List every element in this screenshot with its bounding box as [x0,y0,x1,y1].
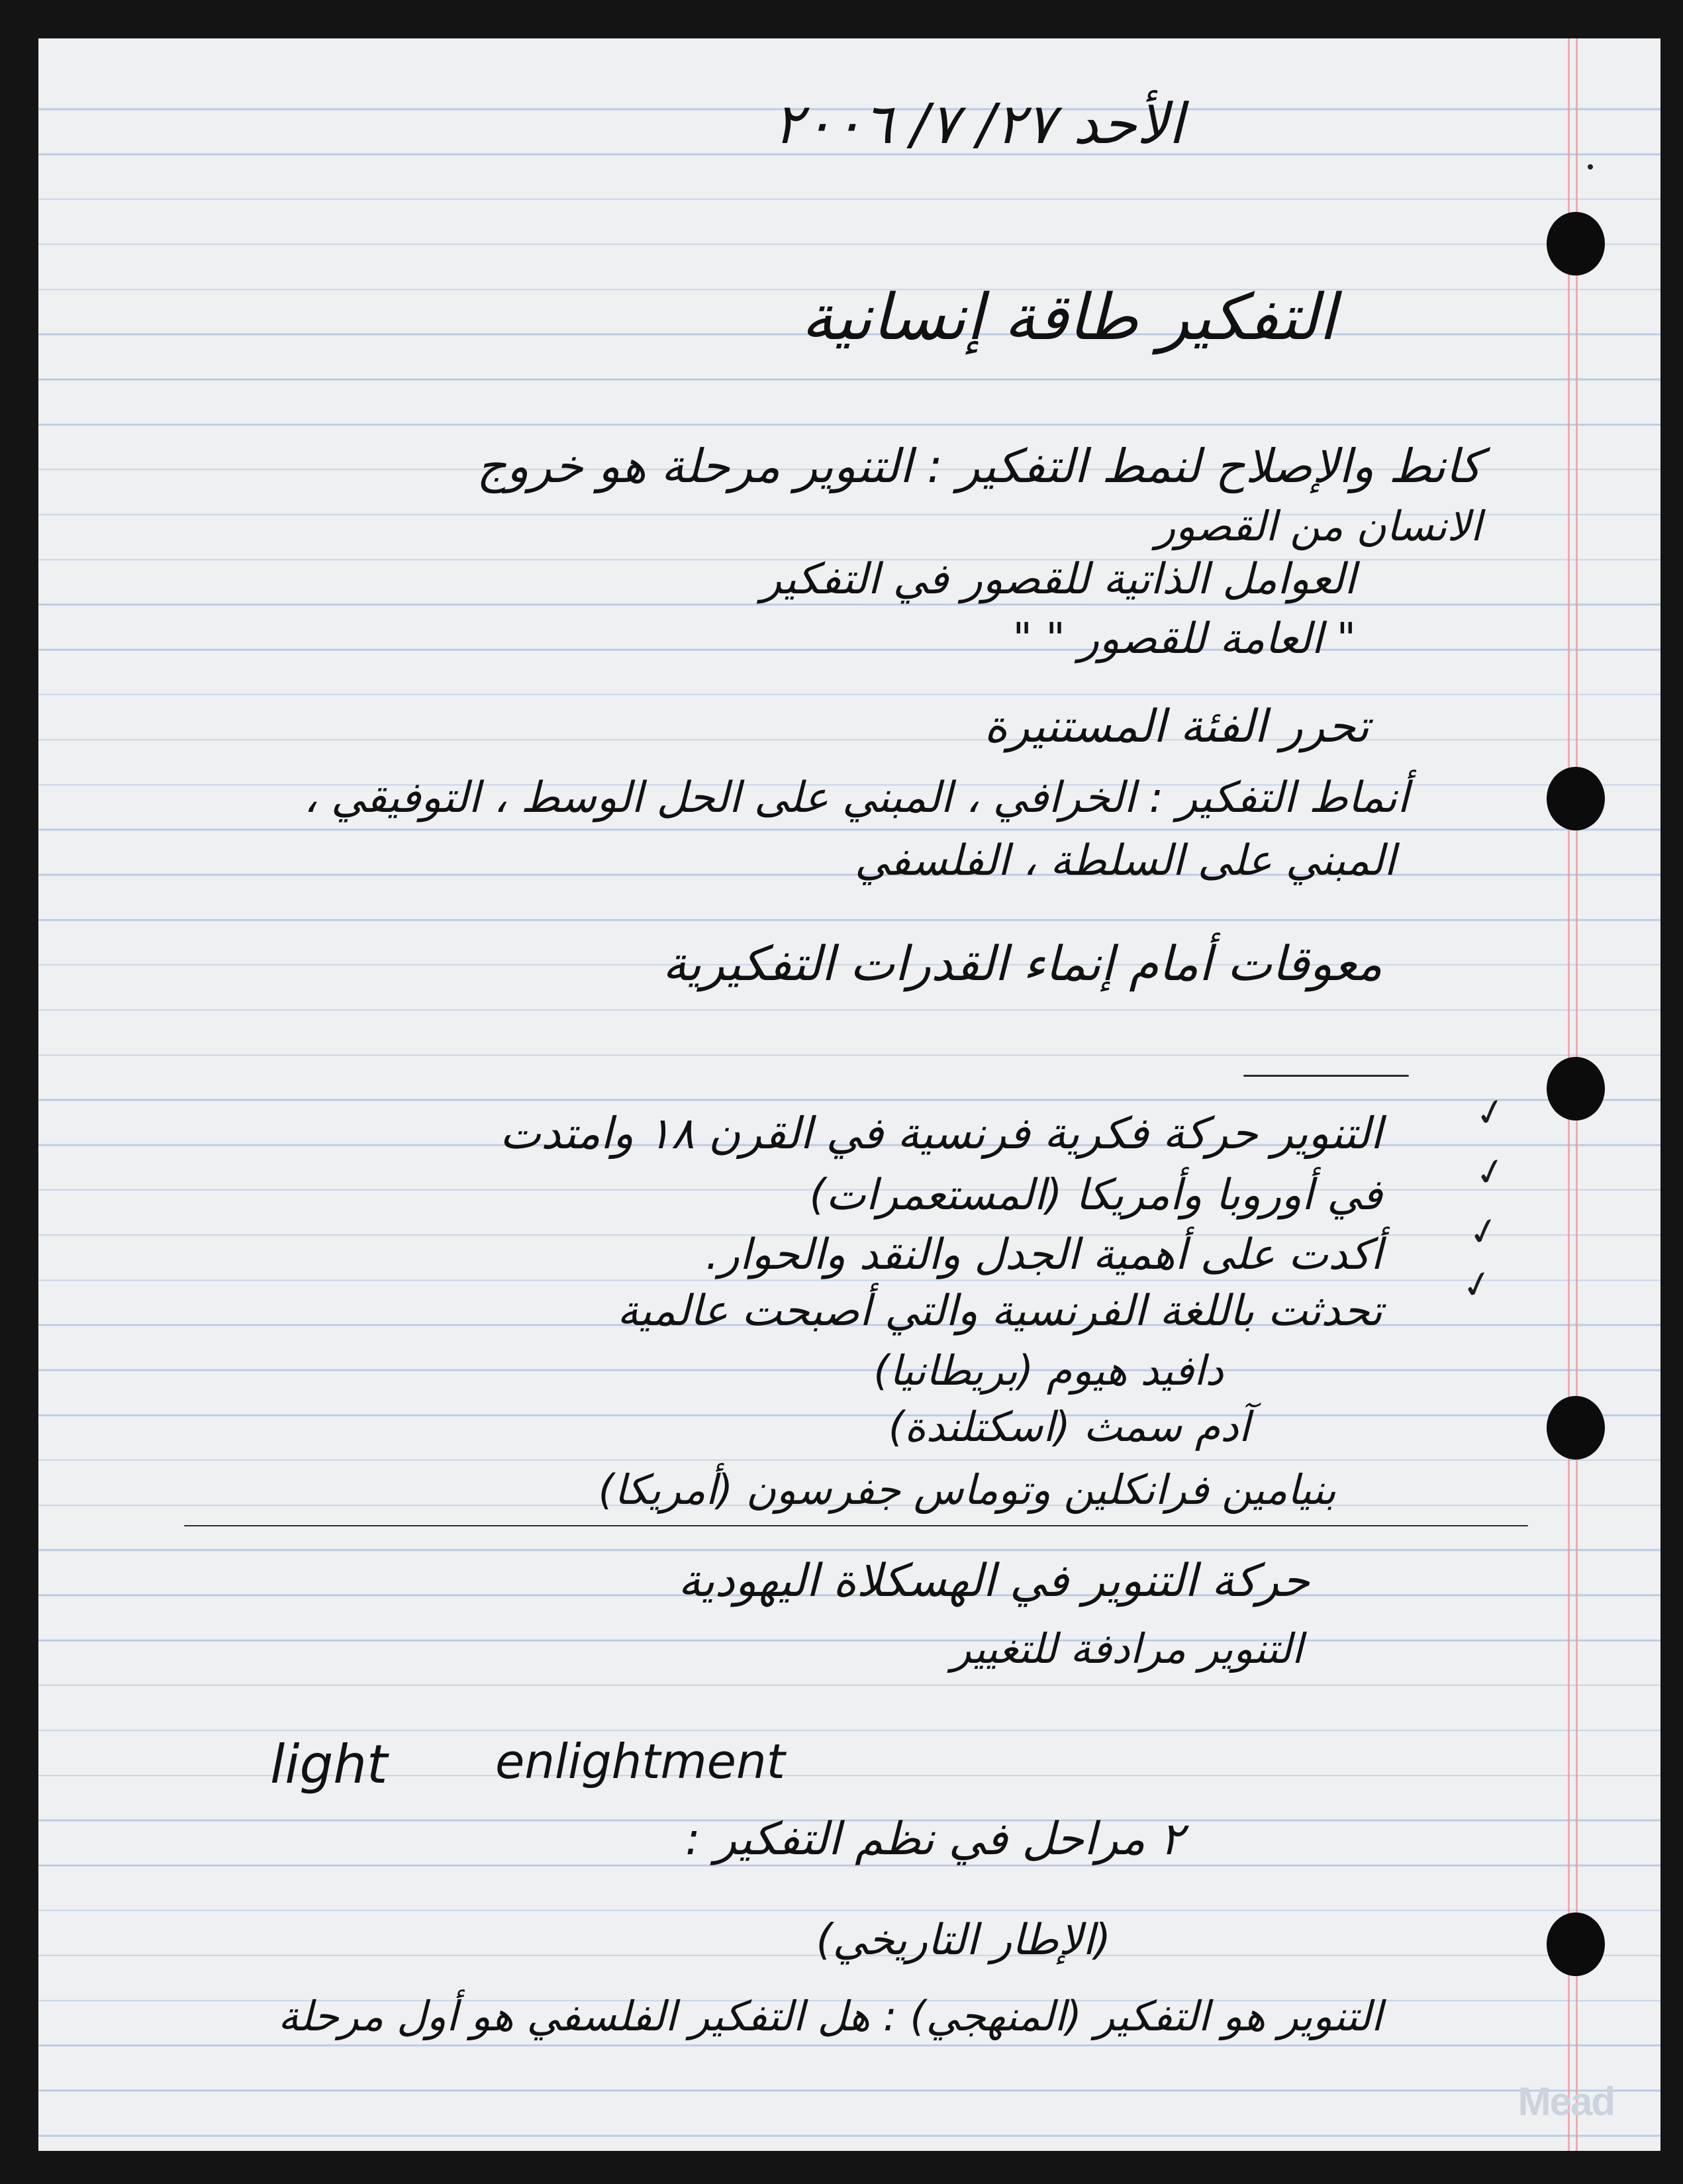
note-title: التفكير طاقة إنسانية [801,280,1336,354]
note-line: (الإطار التاريخي) [816,1916,1111,1965]
note-line: بنيامين فرانكلين وتوماس جفرسون (أمريكا) [598,1465,1336,1514]
note-line: تحدثت باللغة الفرنسية والتي أصبحت عالمية [616,1287,1382,1336]
check-mark: ✓ [1470,1088,1511,1138]
note-line: أنماط التفكير : الخرافي ، المبني على الحل الوسط ، التوفيقي ، [303,773,1409,822]
notebook-page [38,38,1660,2151]
punch-hole [1547,212,1605,275]
punch-hole [1547,1912,1605,1976]
check-mark: ✓ [1457,1260,1498,1310]
note-line: العوامل الذاتية للقصور في التفكير [761,555,1356,604]
note-line: التنوير حركة فكرية فرنسية في القرن ١٨ وامتدت [499,1108,1382,1159]
divider-line [1243,1075,1409,1077]
note-line: ٢ مراحل في نظم التفكير : [685,1813,1184,1865]
divider-line [184,1525,1528,1526]
check-mark: ✓ [1464,1207,1504,1257]
note-line: تحرر الفئة المستنيرة [984,701,1369,753]
note-line: التنوير هو التفكير (المنهجي) : هل التفكير الفلسفي هو أول مرحلة [277,1992,1382,2040]
note-line: " العامة للقصور " " [1012,615,1356,664]
ink-dot [1588,164,1593,170]
punch-hole [1547,767,1605,830]
brand-watermark: Mead [1517,2079,1614,2124]
note-line: معوقات أمام إنماء القدرات التفكيرية [662,936,1382,991]
punch-hole [1547,1057,1605,1120]
note-line: المبني على السلطة ، الفلسفي [854,836,1396,885]
note-line: الانسان من القصور [1155,502,1482,550]
check-mark: ✓ [1470,1148,1511,1197]
note-line: أكدت على أهمية الجدل والنقد والحوار. [705,1230,1382,1279]
note-line: في أوروبا وأمريكا (المستعمرات) [809,1171,1382,1220]
note-line: دافيد هيوم (بريطانيا) [873,1346,1224,1395]
note-line: آدم سمث (اسكتلندة) [888,1403,1250,1451]
note-line: التنوير مرادفة للتغيير [951,1624,1303,1673]
english-word: enlightment [495,1734,785,1789]
note-date: الأحد ٢٧/ ٧/ ٢٠٠٦ [773,91,1184,156]
note-line: حركة التنوير في الهسكلاة اليهودية [678,1555,1310,1607]
punch-hole [1547,1396,1605,1460]
note-line: كانط والإصلاح لنمط التفكير : التنوير مرحلة هو خروج [476,439,1482,493]
english-word: light [270,1734,388,1795]
